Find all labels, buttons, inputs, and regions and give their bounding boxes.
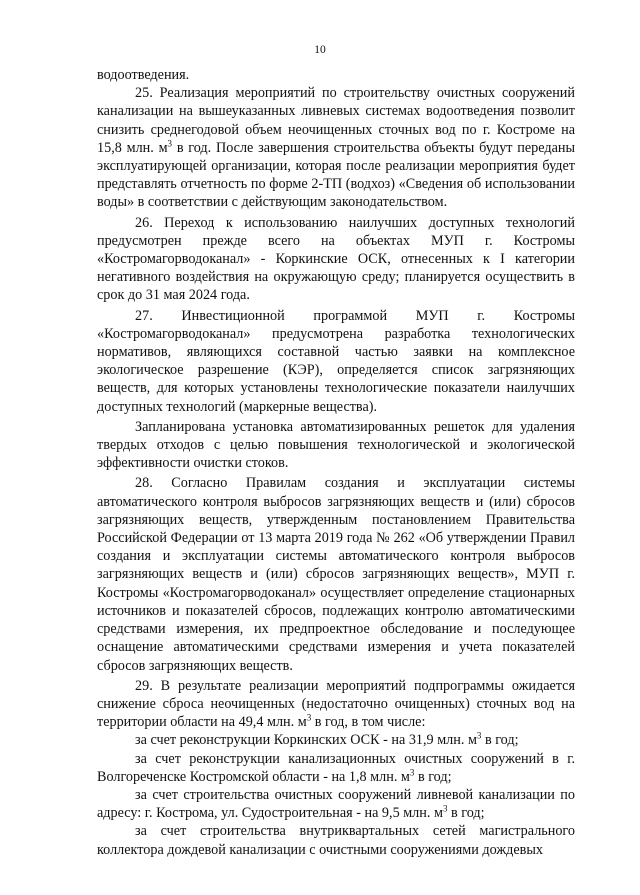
list-item-stormwater-collector: за счет строительства внутриквартальных сетей магистрального коллектора дождевой канализации с очистными сооружениями дождевых: [97, 823, 575, 858]
paragraph-26: 26. Переход к использованию наилучших доступных технологий предусмотрен прежде всего на объектах МУП г. Костромы «Костромагорводоканал» - Коркинские ОСК, отнесенных к I категории негативного воздействия на окружающую среду; планируется осуществить в срок до 31 мая 2024 года.: [97, 214, 575, 304]
paragraph-28: 28. Согласно Правилам создания и эксплуатации системы автоматического контроля выбросов загрязняющих веществ и (или) сбросов загрязняющих веществ, утвержденным постановлением Правительства Российской Федерации от 13 марта 2019 года № 262 «Об утверждении Правил создания и эксплуатации системы автоматического контроля выбросов загрязняющих веществ и (или) сбросов загрязняющих веществ», МУП г. Костромы «Костромагорводоканал» осуществляет определение стационарных источников и показателей сбросов, подлежащих контролю автоматическими средствами измерения, их предпроектное обследование и последующее оснащение автоматическими средствами измерения и учета показателей сбросов загрязняющих веществ.: [97, 475, 575, 674]
document-body: [97, 66, 575, 859]
list-item-sudostroitelnaya: за счет строительства очистных сооружений ливневой канализации по адресу: г. Кострома, ул. Судостроительная - на 9,5 млн. $м^3$ в год;: [97, 786, 575, 822]
paragraph-29: 29. В результате реализации мероприятий подпрограммы ожидается снижение сброса неочищенных (недостаточно очищенных) сточных вод на территории области на 49,4 млн. $м^3$ в год, в том числе:: [97, 677, 575, 731]
page-number: 10: [314, 44, 326, 56]
list-item-korkino: за счет реконструкции Коркинских ОСК - на 31,9 млн. $м^3$ в год;: [135, 730, 519, 749]
paragraph-27: 27. Инвестиционной программой МУП г. Костромы «Костромагорводоканал» предусмотрена разработка технологических нормативов, являющихся составной частью заявки на комплексное экологическое разрешение (КЭР), определяется список загрязняющих веществ, для которых установлены технологические показатели наилучших доступных технологий (маркерные вещества).: [97, 307, 575, 415]
paragraph-27-continued: Запланирована установка автоматизированных решеток для удаления твердых отходов с целью повышения технологической и экологической эффективности очистки стоков.: [97, 418, 575, 472]
paragraph-continuation: водоотведения.: [97, 67, 190, 83]
list-item-volgorechensk: за счет реконструкции канализационных очистных сооружений в г. Волгореченске Костромской области - на 1,8 млн. $м^3$ в год;: [97, 750, 575, 785]
paragraph-25: 25. Реализация мероприятий по строительству очистных сооружений канализации на вышеуказанных ливневых системах водоотведения позволит снизить среднегодовой объем неочищенных сточных вод по г. Костроме на 15,8 млн. $м^3$ в год. После завершения строительства объекты будут переданы эксплуатирующей организации, которая после реализации мероприятия будет представлять отчетность по форме 2-ТП (водхоз) «Сведения об использовании воды» в соответствии с действующим законодательством.: [97, 85, 575, 211]
